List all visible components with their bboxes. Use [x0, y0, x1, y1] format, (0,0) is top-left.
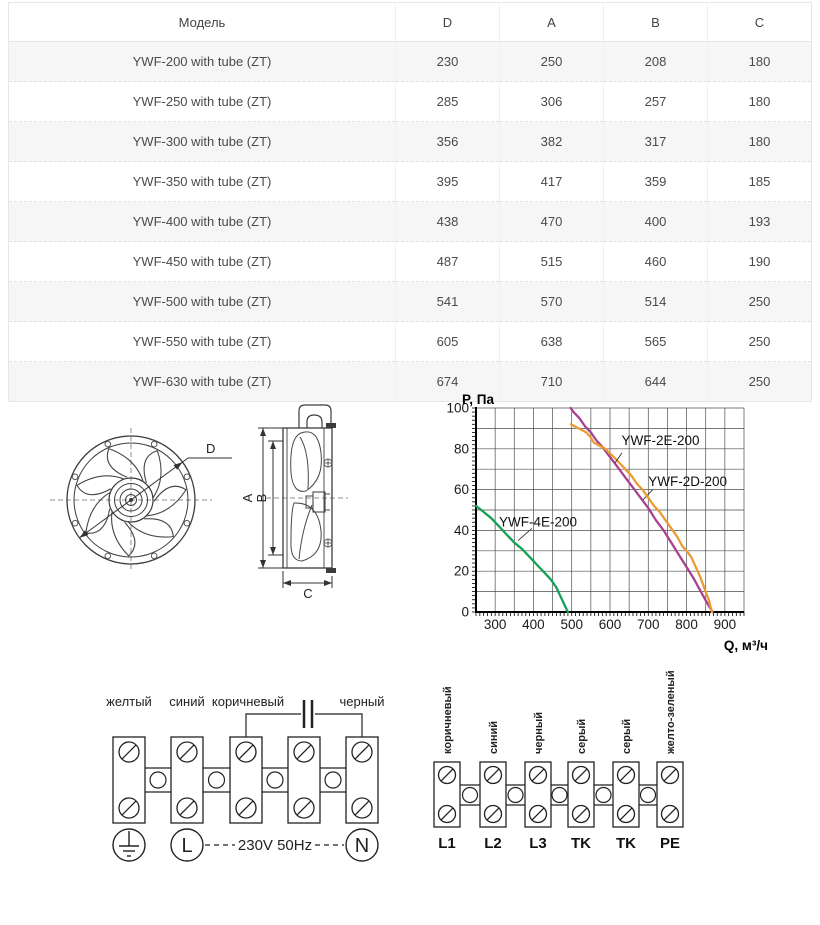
table-row	[9, 42, 812, 82]
y-axis-title: P, Па	[462, 392, 494, 407]
dimension-cell: 460	[604, 242, 708, 282]
link-hole	[325, 772, 341, 788]
model-cell: YWF-630 with tube (ZT)	[9, 362, 396, 402]
x-tick-label: 500	[560, 617, 583, 632]
fan-front-view-drawing	[40, 406, 240, 601]
wire-color-label: коричневый	[442, 686, 454, 754]
terminal-name-labels	[438, 835, 680, 852]
dimension-cell: 638	[500, 322, 604, 362]
table-row	[9, 242, 812, 282]
terminal-block	[434, 762, 460, 827]
header-d: D	[396, 3, 500, 42]
series-label-YWF-4E-200: YWF-4E-200	[498, 514, 578, 530]
terminal-block	[613, 762, 639, 827]
wire-color-label: черный	[533, 711, 545, 754]
header-b: B	[604, 3, 708, 42]
link-hole	[508, 788, 523, 803]
y-tick-label: 60	[453, 482, 469, 498]
terminal-name-label: TK	[616, 835, 636, 852]
terminal-block	[230, 737, 262, 823]
terminal-block	[171, 737, 203, 823]
dimension-cell: 185	[748, 174, 771, 189]
table-row	[9, 122, 812, 162]
header-a: A	[500, 3, 604, 42]
wire-label-blue: синий	[169, 694, 205, 709]
dim-d-label: D	[206, 441, 216, 456]
header-model: Модель	[9, 3, 396, 42]
dimension-cell: 470	[500, 202, 604, 242]
x-tick-label: 400	[522, 617, 545, 632]
table-row	[9, 322, 812, 362]
wire-label-brown: коричневый	[211, 694, 285, 709]
link-hole	[641, 788, 656, 803]
dimension-cell: 395	[396, 162, 500, 202]
dim-c-label: C	[303, 586, 313, 601]
y-tick-label: 40	[453, 522, 469, 538]
dimension-cell: 190	[748, 254, 771, 269]
flange-tab-bottom	[326, 568, 336, 573]
terminal-name-label: L1	[438, 835, 456, 852]
dimension-cell: 208	[604, 42, 708, 82]
dimension-cell: 230	[396, 42, 500, 82]
table-row	[9, 202, 812, 242]
dim-b-label: B	[254, 493, 269, 503]
dimension-cell: 250	[748, 334, 771, 349]
model-cell: YWF-450 with tube (ZT)	[9, 242, 396, 282]
wire-label-yellow: желтый	[106, 694, 152, 709]
series-label-YWF-2E-200: YWF-2E-200	[621, 433, 700, 449]
dimension-cell: 356	[396, 122, 500, 162]
dimension-cell: 306	[500, 82, 604, 122]
terminal-n-icon	[346, 829, 378, 861]
spec-table	[8, 2, 812, 402]
y-tick-label: 100	[446, 400, 469, 416]
terminal-name-label: L2	[484, 835, 502, 852]
dimension-cell: 193	[748, 214, 771, 229]
wire-color-label: серый	[621, 718, 633, 754]
link-hole	[463, 788, 478, 803]
terminal-block	[288, 737, 320, 823]
bolt-hole	[184, 520, 190, 526]
ground-symbol-icon	[113, 829, 145, 861]
dimension-cell: 180	[748, 134, 771, 149]
performance-chart	[440, 392, 820, 664]
dimension-cell: 257	[604, 82, 708, 122]
model-cell: YWF-200 with tube (ZT)	[9, 42, 396, 82]
header-c: C	[708, 3, 812, 42]
dimension-cell: 605	[396, 322, 500, 362]
terminal-blocks-left	[113, 737, 378, 823]
dimension-cell: 541	[396, 282, 500, 322]
bolt-hole	[184, 474, 190, 480]
fan-blade	[144, 451, 161, 499]
series-curve-YWF-2E-200	[571, 424, 712, 612]
x-axis-title: Q, м³/ч	[723, 638, 768, 653]
model-cell: YWF-300 with tube (ZT)	[9, 122, 396, 162]
bolt-hole	[105, 553, 111, 559]
table-row	[9, 282, 812, 322]
wire-color-label: синий	[488, 720, 500, 754]
dim-a-label: A	[240, 493, 255, 503]
dimension-cell: 515	[500, 242, 604, 282]
y-tick-label: 20	[453, 563, 469, 579]
terminal-l-icon	[171, 829, 203, 861]
wire-color-label: серый	[576, 718, 588, 754]
terminal-name-label: TK	[571, 835, 591, 852]
dimension-cell: 317	[604, 122, 708, 162]
model-cell: YWF-350 with tube (ZT)	[9, 162, 396, 202]
dimension-cell: 250	[748, 294, 771, 309]
spec-table-body	[9, 42, 812, 402]
fan-blade	[101, 446, 149, 489]
terminal-block	[480, 762, 506, 827]
series-label-YWF-2D-200: YWF-2D-200	[648, 473, 728, 489]
dim-d	[79, 441, 232, 538]
y-tick-label: 80	[453, 441, 469, 457]
wire-color-labels	[106, 694, 384, 709]
voltage-label: 230V 50Hz	[237, 837, 313, 854]
model-cell: YWF-500 with tube (ZT)	[9, 282, 396, 322]
x-tick-label: 600	[598, 617, 622, 632]
terminal-blocks-right	[434, 762, 683, 827]
dimension-cell: 438	[396, 202, 500, 242]
terminal-block	[346, 737, 378, 823]
bolt-hole	[151, 553, 157, 559]
dimension-cell: 285	[396, 82, 500, 122]
link-hole	[596, 788, 611, 803]
wiring-diagram-terminals	[425, 670, 705, 860]
table-row	[9, 162, 812, 202]
dimension-cell: 250	[500, 42, 604, 82]
dimension-cell: 250	[748, 374, 771, 389]
dimension-cell: 710	[500, 362, 604, 402]
wiring-diagram-single-phase	[85, 690, 405, 870]
dimension-cell: 359	[604, 162, 708, 202]
dimension-cell: 514	[604, 282, 708, 322]
table-header-row	[9, 3, 812, 42]
link-hole	[150, 772, 166, 788]
dimension-cell: 644	[604, 362, 708, 402]
model-cell: YWF-400 with tube (ZT)	[9, 202, 396, 242]
terminal-block	[525, 762, 551, 827]
dimension-cell: 417	[500, 162, 604, 202]
x-tick-label: 700	[637, 617, 660, 632]
dimension-cell: 180	[748, 54, 771, 69]
bolt-hole	[72, 520, 78, 526]
terminal-name-label: PE	[659, 835, 681, 852]
x-tick-label: 900	[713, 617, 737, 632]
x-tick-label: 300	[483, 617, 507, 632]
terminal-block	[657, 762, 683, 827]
terminal-l-label: L	[181, 835, 193, 857]
terminal-block	[568, 762, 594, 827]
wire-color-label: желто-зеленый	[665, 670, 677, 754]
bolt-hole	[105, 441, 111, 447]
dimension-cell: 487	[396, 242, 500, 282]
dimension-cell: 570	[500, 282, 604, 322]
model-cell: YWF-550 with tube (ZT)	[9, 322, 396, 362]
y-tick-label: 0	[461, 604, 469, 620]
dimension-cell: 674	[396, 362, 500, 402]
terminal-block	[113, 737, 145, 823]
fan-side-view-drawing	[238, 393, 368, 615]
dimension-cell: 180	[748, 94, 771, 109]
fan-blade	[76, 471, 126, 498]
table-row	[9, 82, 812, 122]
x-tick-label: 800	[675, 617, 698, 632]
bolt-hole	[151, 441, 157, 447]
dim-c	[283, 571, 332, 601]
link-hole	[267, 772, 283, 788]
terminal-n-label: N	[354, 835, 370, 857]
terminal-name-label: L3	[529, 835, 547, 852]
link-hole	[552, 788, 567, 803]
dimension-cell: 400	[604, 202, 708, 242]
dimension-cell: 382	[500, 122, 604, 162]
model-cell: YWF-250 with tube (ZT)	[9, 82, 396, 122]
wire-color-labels-rotated	[442, 670, 677, 755]
bolt-hole	[72, 474, 78, 480]
wire-label-black: черный	[339, 694, 385, 709]
dimension-cell: 565	[604, 322, 708, 362]
link-hole	[209, 772, 225, 788]
